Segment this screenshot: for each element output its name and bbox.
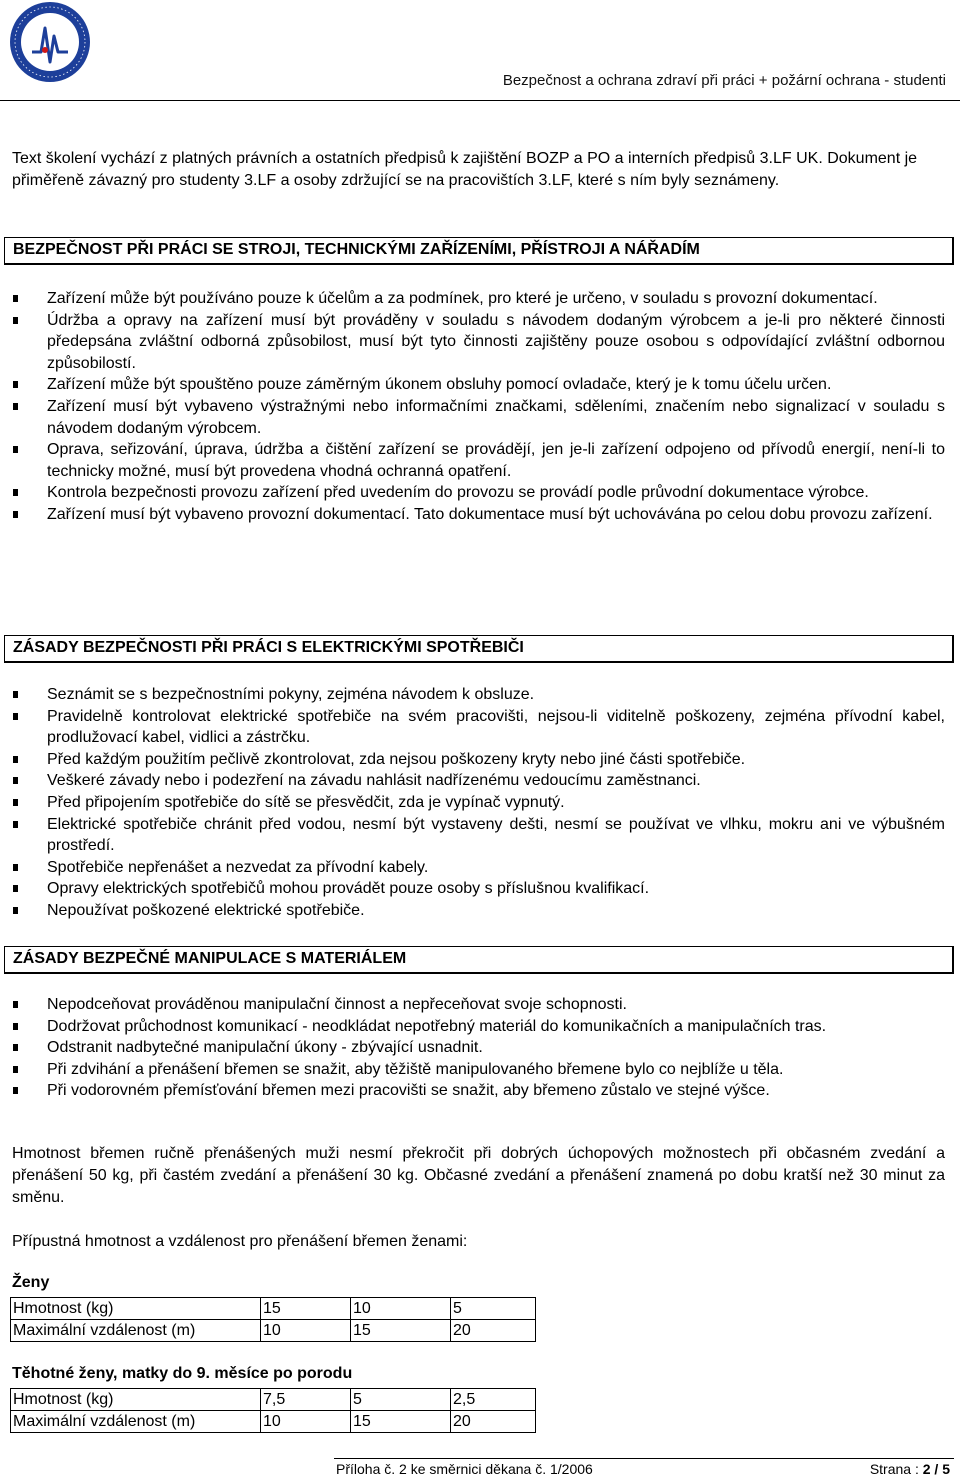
intro-text: Text školení vychází z platných právních a ostatních předpisů k zajištění BOZP a PO a interních předpisů 3.LF UK. Dokument je přiměřeně závazný pro studenty 3.LF a osoby zdržující se na pracovištích 3.LF, které s ním byly seznámeny. [12, 150, 918, 189]
table-row [11, 1411, 536, 1433]
footer-divider [334, 1458, 954, 1459]
list-item: Opravy elektrických spotřebičů mohou provádět pouze osoby s příslušnou kvalifikací. [0, 878, 945, 900]
section-title-electrical: ZÁSADY BEZPEČNOSTI PŘI PRÁCI S ELEKTRICKÝMI SPOTŘEBIČI [4, 635, 954, 663]
list-item: Odstranit nadbytečné manipulační úkony - zbývající usnadnit. [0, 1037, 945, 1059]
bullet-icon [13, 799, 18, 806]
table-cell: 5 [451, 1298, 536, 1320]
list-item: Při vodorovném přemísťování břemen mezi pracovišti se snažit, aby břemeno zůstalo ve stejné výšce. [0, 1080, 945, 1102]
section-title-machines: BEZPEČNOST PŘI PRÁCI SE STROJI, TECHNICKÝMI ZAŘÍZENÍMI, PŘÍSTROJI A NÁŘADÍM [4, 237, 954, 265]
bullet-icon [13, 691, 18, 698]
table-women [10, 1297, 536, 1342]
bullet-icon [13, 403, 18, 410]
list-item: Oprava, seřizování, úprava, údržba a čištění zařízení se provádějí, jen je-li zařízení odpojeno od přívodů energií, není-li to technicky možné, musí být provedena vhodná ochranná opatření. [0, 439, 945, 482]
table-cell: 15 [351, 1320, 451, 1342]
bullet-icon [13, 295, 18, 302]
footer-reference: Příloha č. 2 ke směrnici děkana č. 1/2006 [336, 1461, 593, 1477]
bullet-icon [13, 317, 18, 324]
table-cell: 20 [451, 1320, 536, 1342]
bullet-icon [13, 381, 18, 388]
faculty-logo [8, 0, 92, 84]
table-cell: 2,5 [451, 1389, 536, 1411]
table-cell: 15 [261, 1298, 351, 1320]
section-title-material-handling: ZÁSADY BEZPEČNÉ MANIPULACE S MATERIÁLEM [4, 946, 954, 974]
list-item: Před připojením spotřebiče do sítě se přesvědčit, zda je vypínač vypnutý. [0, 792, 945, 814]
bullet-icon [13, 821, 18, 828]
list-item: Údržba a opravy na zařízení musí být prováděny v souladu s návodem dodaným výrobcem a je-li pro některé činnosti předepsána zvláštní odborná způsobilost, musí být tyto činnosti zajištěny pouze osobou s odpovídající zvláštní odbornou způsobilostí. [0, 310, 945, 375]
bullet-icon [13, 1087, 18, 1094]
bullet-icon [13, 713, 18, 720]
bullet-icon [13, 1001, 18, 1008]
list-item: Zařízení musí být vybaveno provozní dokumentací. Tato dokumentace musí být uchovávána po celou dobu provozu zařízení. [0, 504, 945, 526]
paragraph-women-limits: Přípustná hmotnost a vzdálenost pro přenášení břemen ženami: [12, 1233, 468, 1250]
document-header-title: Bezpečnost a ochrana zdraví při práci + požární ochrana - studenti [502, 72, 946, 89]
list-item: Při zdvihání a přenášení břemen se snažit, aby těžiště manipulovaného břemene bylo co nejblíže u těla. [0, 1059, 945, 1081]
table-title-women: Ženy [12, 1274, 50, 1291]
page-number-label: Strana : [869, 1461, 919, 1477]
bullet-icon [13, 1023, 18, 1030]
table-cell: 15 [351, 1411, 451, 1433]
table-cell: 5 [351, 1389, 451, 1411]
list-item: Nepoužívat poškozené elektrické spotřebiče. [0, 900, 945, 922]
section-list-electrical [0, 684, 945, 922]
list-item: Dodržovat průchodnost komunikací - neodkládat nepotřebný materiál do komunikačních a manipulačních tras. [0, 1016, 945, 1038]
bullet-icon [13, 907, 18, 914]
header-divider [0, 100, 960, 101]
page-number-value: 2 / 5 [922, 1461, 950, 1477]
table-cell: Maximální vzdálenost (m) [11, 1411, 261, 1433]
bullet-icon [13, 1066, 18, 1073]
table-cell: 10 [261, 1411, 351, 1433]
list-item: Zařízení může být spouštěno pouze záměrným úkonem obsluhy pomocí ovladače, který je k tomu účelu určen. [0, 374, 945, 396]
section-list-material-handling [0, 994, 945, 1102]
list-item: Zařízení může být používáno pouze k účelům a za podmínek, pro které je určeno, v souladu s provozní dokumentací. [0, 288, 945, 310]
paragraph-weight-limits: Hmotnost břemen ručně přenášených muži nesmí překročit při dobrých úchopových možnostech při občasném zvedání a přenášení 50 kg, při častém zvedání a přenášení 30 kg. Občasné zvedání a přenášení znamená po dobu kratší než 30 minut za směnu. [12, 1145, 945, 1206]
list-item: Zařízení musí být vybaveno výstražnými nebo informačními značkami, sděleními, značením nebo signalizací v souladu s návodem dodaným výrobcem. [0, 396, 945, 439]
table-cell: 10 [351, 1298, 451, 1320]
table-cell: Hmotnost (kg) [11, 1389, 261, 1411]
list-item: Před každým použitím pečlivě zkontrolovat, zda nejsou poškozeny kryty nebo jiné části spotřebiče. [0, 749, 945, 771]
table-row [11, 1320, 536, 1342]
list-item: Seznámit se s bezpečnostními pokyny, zejména návodem k obsluze. [0, 684, 945, 706]
table-cell: Hmotnost (kg) [11, 1298, 261, 1320]
table-cell: 7,5 [261, 1389, 351, 1411]
section-list-machines [0, 288, 945, 526]
table-pregnant [10, 1388, 536, 1433]
bullet-icon [13, 756, 18, 763]
list-item: Veškeré závady nebo i podezření na závadu nahlásit nadřízenému vedoucímu zaměstnanci. [0, 770, 945, 792]
bullet-icon [13, 777, 18, 784]
list-item: Spotřebiče nepřenášet a nezvedat za přívodní kabely. [0, 857, 945, 879]
bullet-icon [13, 489, 18, 496]
table-title-pregnant: Těhotné ženy, matky do 9. měsíce po porodu [12, 1365, 353, 1382]
list-item: Nepodceňovat prováděnou manipulační činnost a nepřeceňovat svoje schopnosti. [0, 994, 945, 1016]
list-item: Pravidelně kontrolovat elektrické spotřebiče na svém pracovišti, nejsou-li viditelně poškozeny, zejména přívodní kabel, prodlužovací kabel, vidlici a zástrčku. [0, 706, 945, 749]
table-cell: Maximální vzdálenost (m) [11, 1320, 261, 1342]
table-cell: 10 [261, 1320, 351, 1342]
bullet-icon [13, 511, 18, 518]
bullet-icon [13, 864, 18, 871]
list-item: Kontrola bezpečnosti provozu zařízení před uvedením do provozu se provádí podle průvodní dokumentace výrobce. [0, 482, 945, 504]
table-row [11, 1389, 536, 1411]
bullet-icon [13, 1044, 18, 1051]
table-cell: 20 [451, 1411, 536, 1433]
table-row [11, 1298, 536, 1320]
bullet-icon [13, 446, 18, 453]
bullet-icon [13, 885, 18, 892]
list-item: Elektrické spotřebiče chránit před vodou, nesmí být vystaveny dešti, nesmí se používat ve vlhku, mokru ani ve výbušném prostředí. [0, 814, 945, 857]
